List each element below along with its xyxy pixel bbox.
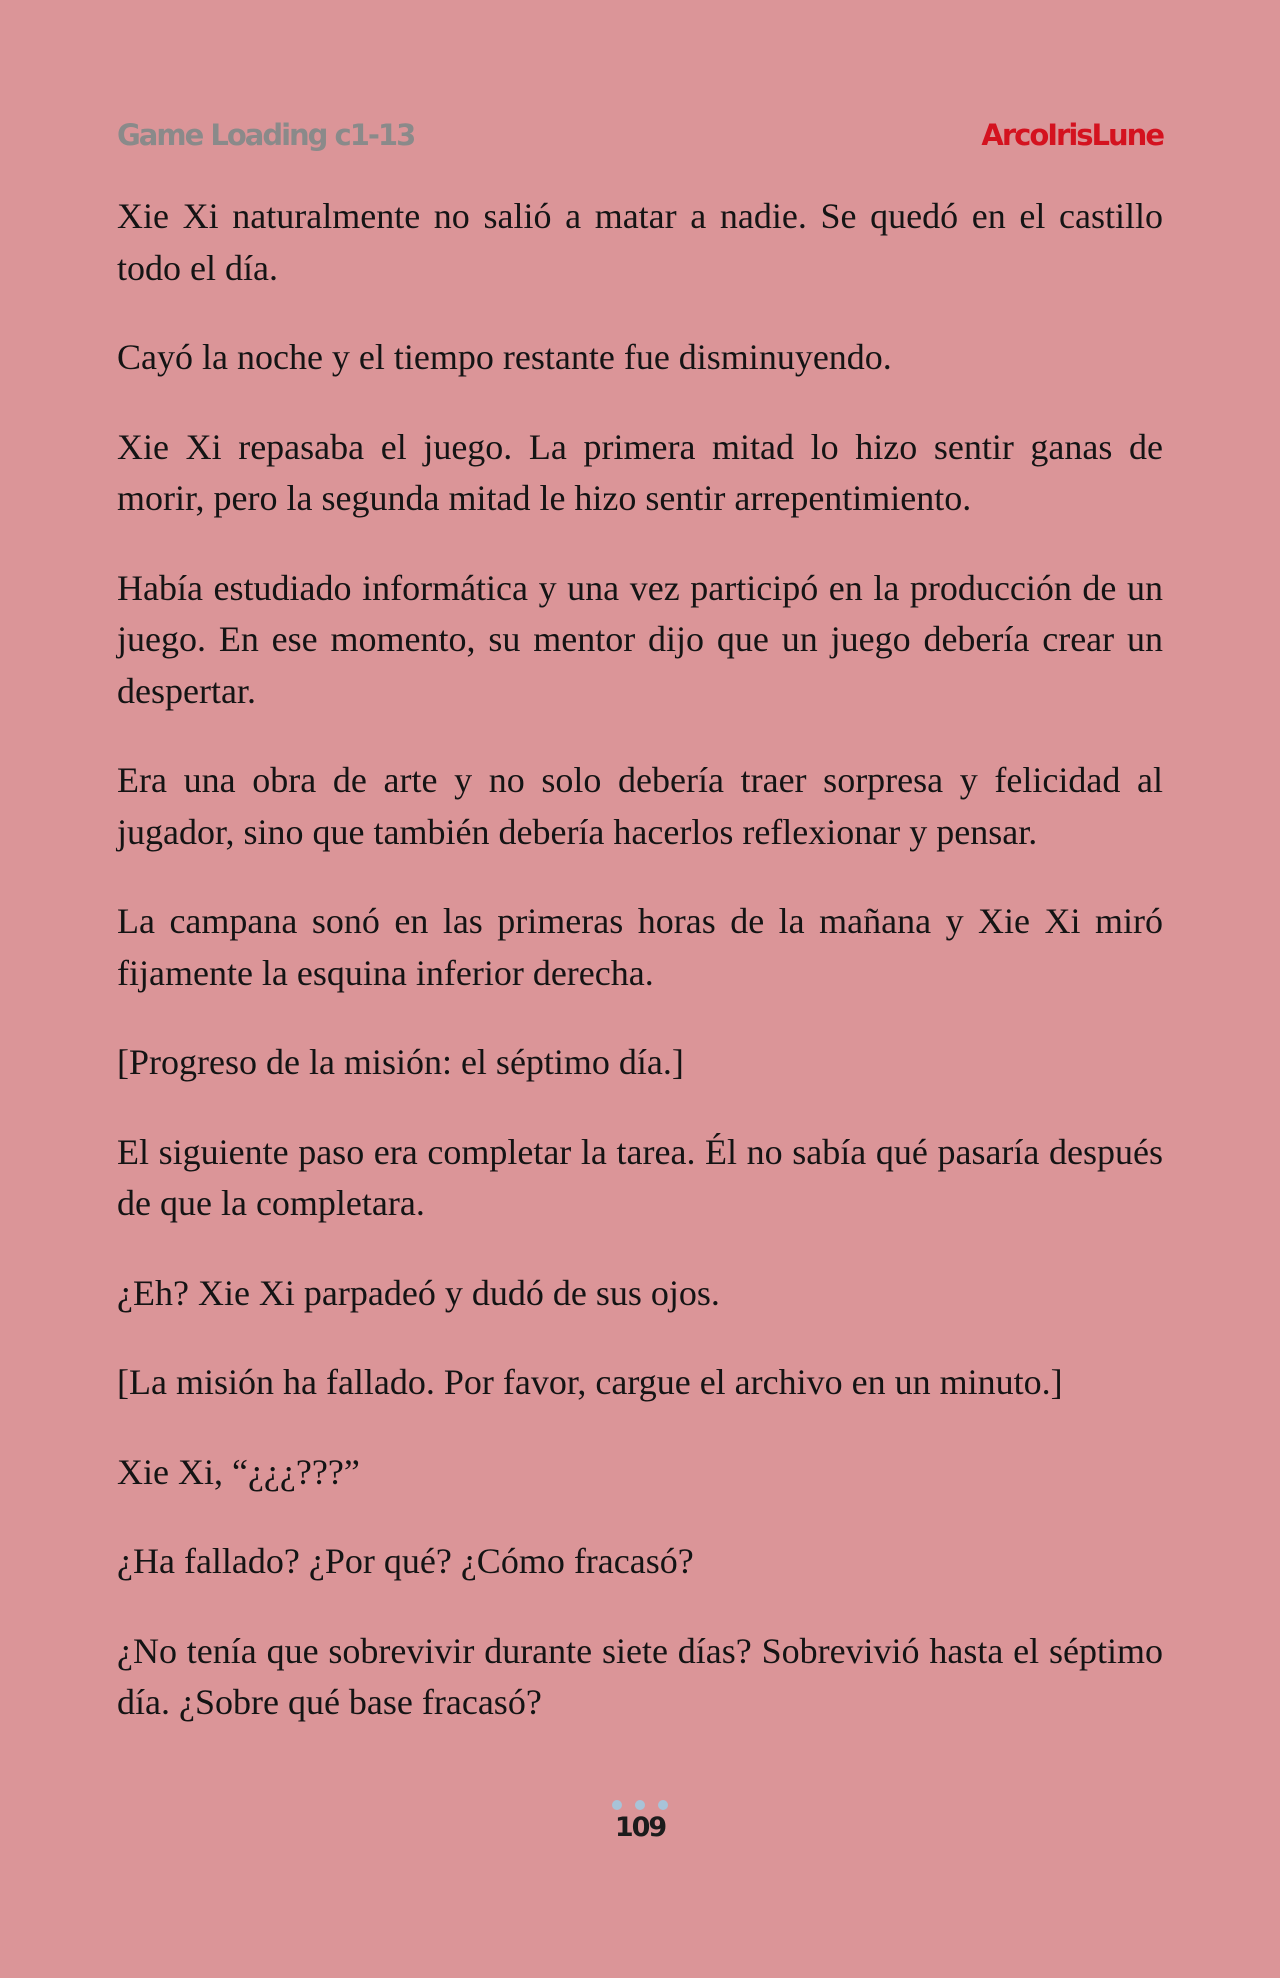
book-title: Game Loading c1-13 [117,118,415,152]
paragraph: Era una obra de arte y no solo debería traer sorpresa y felicidad al jugador, sino que también debería hacerlos reflexionar y pensar. [117,760,1163,852]
footer-dots-icon [0,1800,1280,1812]
paragraph: ¿Ha fallado? ¿Por qué? ¿Cómo fracasó? [117,1541,694,1581]
paragraph: Había estudiado informática y una vez participó en la producción de un juego. En ese momento, su mentor dijo que un juego debería crear un despertar. [117,567,1163,711]
body-text [117,191,1163,1767]
paragraph: El siguiente paso era completar la tarea. Él no sabía qué pasaría después de que la completara. [117,1131,1163,1223]
dot-icon [635,1800,645,1810]
page-header [117,118,1163,160]
paragraph: ¿Eh? Xie Xi parpadeó y dudó de sus ojos. [117,1272,720,1313]
paragraph: ¿No tenía que sobrevivir durante siete días? Sobrevivió hasta el séptimo día. ¿Sobre qué base fracasó? [117,1630,1163,1722]
paragraph: Xie Xi, “¿¿¿???” [117,1451,360,1492]
dot-icon [658,1800,668,1810]
paragraph: [Progreso de la misión: el séptimo día.] [117,1042,684,1082]
dot-icon [612,1800,622,1810]
paragraph: Xie Xi naturalmente no salió a matar a nadie. Se quedó en el castillo todo el día. [117,196,1163,288]
page-number: 109 [614,1812,666,1843]
paragraph: Xie Xi repasaba el juego. La primera mitad lo hizo sentir ganas de morir, pero la segunda mitad le hizo sentir arrepentimiento. [117,426,1163,518]
paragraph: Cayó la noche y el tiempo restante fue disminuyendo. [117,337,892,377]
page-footer [0,1800,1280,1843]
translator-credit: ArcoIrisLune [981,118,1163,152]
paragraph: La campana sonó en las primeras horas de la mañana y Xie Xi miró fijamente la esquina inferior derecha. [117,901,1163,993]
paragraph: [La misión ha fallado. Por favor, cargue el archivo en un minuto.] [117,1362,1063,1402]
